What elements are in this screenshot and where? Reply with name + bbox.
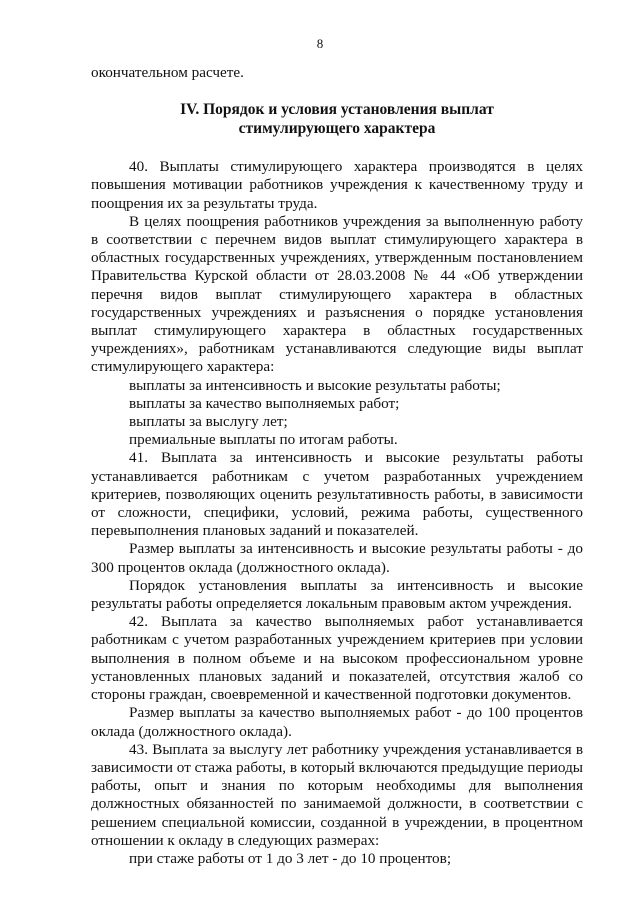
paragraph-40: 40. Выплаты стимулирующего характера производятся в целях повышения мотивации работников учреждения к качественному труду и поощрения их за результаты труда. [91,158,583,212]
document-body [91,64,583,868]
paragraph-42: 42. Выплата за качество выполняемых работ устанавливается работникам с учетом разработанных учреждением критериев при условии выполнения в полном объеме и на высоком профессиональном уровне установленных плановых заданий и показателей, отсутствия жалоб со стороны граждан, своевременной и качественной подготовки документов. [91,613,583,704]
intro-line: окончательном расчете. [91,64,244,81]
page-number: 8 [316,36,324,51]
list-item: при стаже работы от 1 до 3 лет - до 10 процентов; [129,849,452,867]
list-item: выплаты за качество выполняемых работ; [129,394,400,412]
section-heading [91,100,583,138]
paragraph-41-size: Размер выплаты за интенсивность и высокие результаты работы - до 300 процентов оклада (должностного оклада). [91,540,583,576]
paragraph-41: 41. Выплата за интенсивность и высокие результаты работы устанавливается работникам с учетом разработанных учреждением критериев, позволяющих оценить результативность работы, в зависимости от сложности, специфики, условий, режима работы, существенного перевыполнения плановых заданий и показателей. [91,449,583,540]
paragraph-incentive-types: В целях поощрения работников учреждения за выполненную работу в соответствии с перечнем видов выплат стимулирующего характера в областных государственных учреждениях, утвержденным постановлением Правительства Курской области от 28.03.2008 № 44 «Об утверждении перечня видов выплат стимулирующего характера в областных государственных учреждениях и разъяснения о порядке установления выплат стимулирующего характера в областных государственных учреждениях», работникам устанавливаются следующие виды выплат стимулирующего характера: [91,212,583,376]
list-item: премиальные выплаты по итогам работы. [129,431,398,449]
paragraph-41-procedure: Порядок установления выплаты за интенсивность и высокие результаты работы определяется локальным правовым актом учреждения. [91,576,583,613]
section-title-line-2: стимулирующего характера [238,120,436,138]
section-title-line-1: IV. Порядок и условия установления выплат [180,101,494,119]
paragraph-43: 43. Выплата за выслугу лет работнику учреждения устанавливается в зависимости от стажа работы, в который включаются предыдущие периоды работы, опыт и знания по которым необходимы для выполнения должностных обязанностей по занимаемой должности, в соответствии с решением специальной комиссии, созданной в учреждении, в процентном отношении к окладу в следующих размерах: [91,740,583,849]
list-item: выплаты за интенсивность и высокие результаты работы; [129,376,501,394]
paragraph-42-size: Размер выплаты за качество выполняемых работ - до 100 процентов оклада (должностного оклада). [91,704,583,740]
list-item: выплаты за выслугу лет; [129,413,288,431]
